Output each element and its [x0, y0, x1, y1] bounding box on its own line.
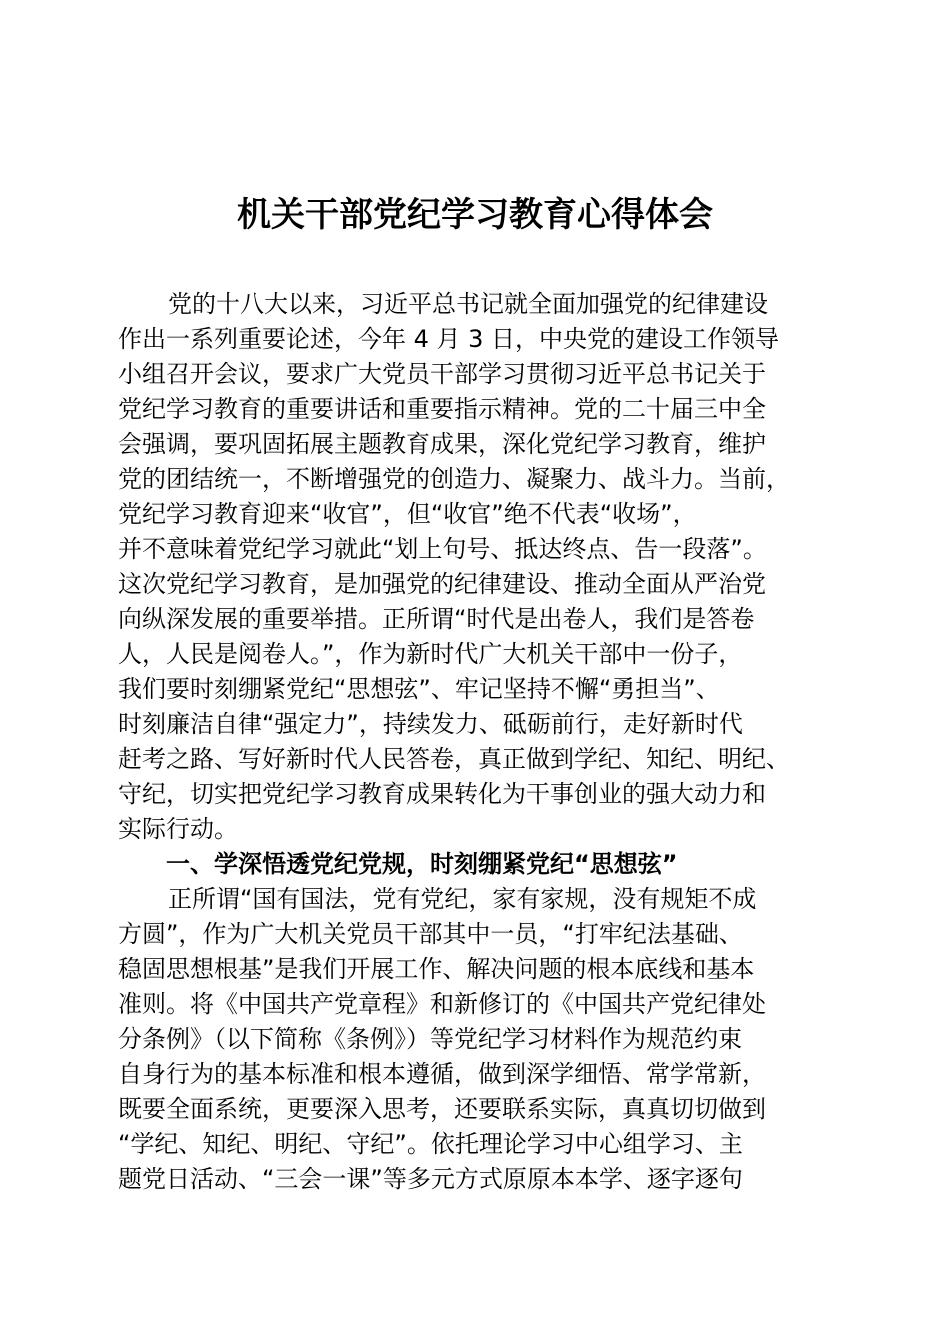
paragraph-line: 准则。将《中国共产党章程》和新修订的《中国共产党纪律处: [118, 990, 766, 1018]
paragraph-line: 实际行动。: [118, 815, 238, 843]
paragraph-line: 作出一系列重要论述，今年 4 月 3 日，中央党的建设工作领导: [118, 325, 780, 353]
paragraph-line: 稳固思想根基”是我们开展工作、解决问题的根本底线和基本: [118, 955, 755, 983]
paragraph-line: 党的十八大以来，习近平总书记就全面加强党的纪律建设: [168, 290, 768, 318]
paragraph-line: 党纪学习教育的重要讲话和重要指示精神。党的二十届三中全: [118, 395, 766, 423]
paragraph-line: 正所谓“国有国法，党有党纪，家有家规，没有规矩不成: [168, 885, 757, 913]
paragraph-line: 党纪学习教育迎来“收官”，但“收官”绝不代表“收场”，: [118, 500, 697, 528]
paragraph-line: 赶考之路、写好新时代人民答卷，真正做到学纪、知纪、明纪、: [118, 745, 790, 773]
document-body: [118, 287, 838, 1197]
paragraph-line: 小组召开会议，要求广大党员干部学习贯彻习近平总书记关于: [118, 360, 766, 388]
paragraph-line: 守纪，切实把党纪学习教育成果转化为干事创业的强大动力和: [118, 780, 766, 808]
paragraph-line: 党的团结统一，不断增强党的创造力、凝聚力、战斗力。当前，: [118, 465, 790, 493]
paragraph-line: 自身行为的基本标准和根本遵循，做到深学细悟、常学常新，: [118, 1060, 766, 1088]
paragraph-line: 会强调，要巩固拓展主题教育成果，深化党纪学习教育，维护: [118, 430, 766, 458]
paragraph-line: 方圆”，作为广大机关党员干部其中一员，“打牢纪法基础、: [118, 920, 743, 948]
paragraph-line: 时刻廉洁自律“强定力”，持续发力、砥砺前行，走好新时代: [118, 710, 743, 738]
paragraph-line: 既要全面系统，更要深入思考，还要联系实际，真真切切做到: [118, 1095, 766, 1123]
paragraph-line: 我们要时刻绷紧党纪“思想弦”、牢记坚持不懈“勇担当”、: [118, 675, 720, 703]
paragraph-line: 并不意味着党纪学习就此“划上句号、抵达终点、告一段落”。: [118, 535, 767, 563]
paragraph-line: 分条例》（以下简称《条例》）等党纪学习材料作为规范约束: [118, 1025, 742, 1053]
paragraph-line: 这次党纪学习教育，是加强党的纪律建设、推动全面从严治党: [118, 570, 766, 598]
paragraph-line: “学纪、知纪、明纪、守纪”。依托理论学习中心组学习、主: [118, 1130, 743, 1158]
section-heading: 一、学深悟透党纪党规，时刻绷紧党纪“思想弦”: [166, 850, 678, 878]
paragraph-line: 向纵深发展的重要举措。正所谓“时代是出卷人，我们是答卷: [118, 605, 755, 633]
document-title: 机关干部党纪学习教育心得体会: [237, 195, 713, 235]
paragraph-line: 人，人民是阅卷人。”，作为新时代广大机关干部中一份子，: [118, 640, 743, 668]
paragraph-line: 题党日活动、“三会一课”等多元方式原原本本学、逐字逐句: [118, 1165, 743, 1193]
